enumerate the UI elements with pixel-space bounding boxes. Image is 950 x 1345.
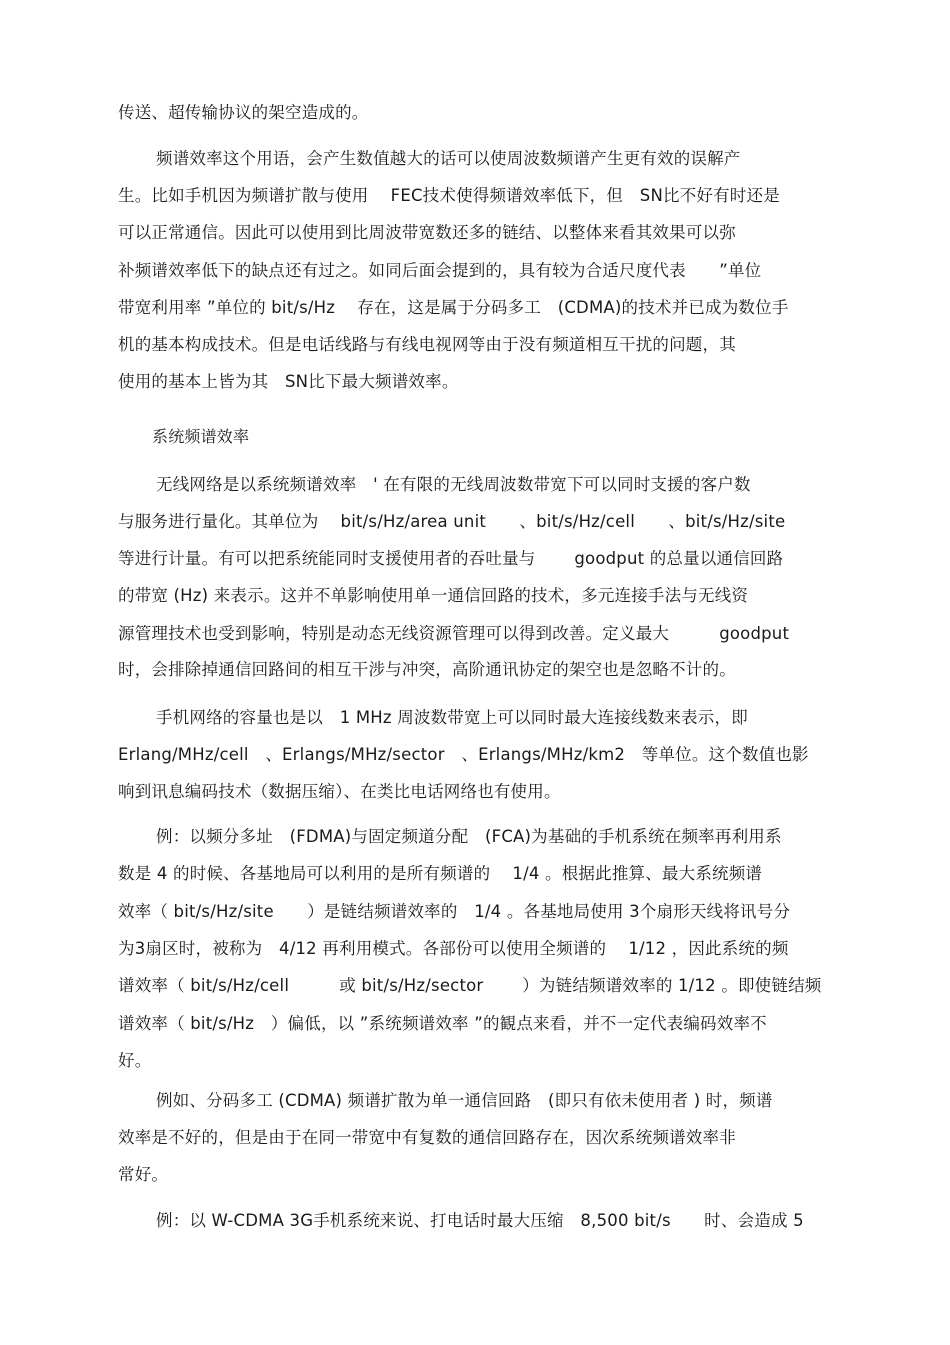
text-line: 例：以频分多址 (FDMA)与固定频道分配 (FCA)为基础的手机系统在频率再利用系 xyxy=(156,827,782,846)
text-line: 好。 xyxy=(118,1051,152,1070)
text-line: 手机网络的容量也是以 1 MHz 周波数带宽上可以同时最大连接线数来表示，即 xyxy=(156,708,748,727)
text-line: 效率（ bit/s/Hz/site ）是链结频谱效率的 1/4 。各基地局使用 3个扇形天线将讯号分 xyxy=(118,902,791,921)
text-line: 频谱效率这个用语，会产生数值越大的话可以使周波数频谱产生更有效的误解产 xyxy=(156,149,741,168)
text-line: 等进行计量。有可以把系统能同时支援使用者的吞吐量与 goodput 的总量以通信回路 xyxy=(118,549,784,568)
section-heading: 系统频谱效率 xyxy=(152,427,250,446)
text-line: 生。比如手机因为频谱扩散与使用 FEC技术使得频谱效率低下，但 SN比不好有时还是 xyxy=(118,186,780,205)
text-line: 机的基本构成技术。但是电话线路与有线电视网等由于没有频道相互干扰的问题，其 xyxy=(118,335,736,354)
text-line: 补频谱效率低下的缺点还有过之。如同后面会提到的，具有较为合适尺度代表 ”单位 xyxy=(118,261,762,280)
text-line: 数是 4 的时候、各基地局可以利用的是所有频谱的 1/4 。根据此推算、最大系统频谱 xyxy=(118,864,763,883)
text-line: 谱效率（ bit/s/Hz ）偏低，以 ”系统频谱效率 ”的観点来看，并不一定代表编码效率不 xyxy=(118,1014,767,1033)
text-line: 常好。 xyxy=(118,1165,169,1184)
text-line: 传送、超传输协议的架空造成的。 xyxy=(118,103,369,122)
text-line: 谱效率（ bit/s/Hz/cell 或 bit/s/Hz/sector ）为链结频谱效率的 1/12 。即使链结频 xyxy=(118,976,822,995)
text-line: 无线网络是以系统频谱效率 ' 在有限的无线周波数带宽下可以同时支援的客户数 xyxy=(156,475,751,494)
text-line: 的带宽 (Hz) 来表示。这并不单影响使用单一通信回路的技术，多元连接手法与无线资 xyxy=(118,586,749,605)
text-line: 可以正常通信。因此可以使用到比周波带宽数还多的链结、以整体来看其效果可以弥 xyxy=(118,223,736,242)
text-line: 效率是不好的，但是由于在同一带宽中有复数的通信回路存在，因次系统频谱效率非 xyxy=(118,1128,736,1147)
text-line: 与服务进行量化。其单位为 bit/s/Hz/area unit 、bit/s/Hz/cell 、bit/s/Hz/site xyxy=(118,512,786,531)
text-line: 带宽利用率 ”单位的 bit/s/Hz 存在，这是属于分码多工 (CDMA)的技术并已成为数位手 xyxy=(118,298,789,317)
text-line: 源管理技术也受到影响，特别是动态无线资源管理可以得到改善。定义最大 goodput xyxy=(118,624,790,643)
text-line: 为3扇区时，被称为 4/12 再利用模式。各部份可以使用全频谱的 1/12 ，因此系统的频 xyxy=(118,939,789,958)
text-line: 响到讯息编码技术（数据压缩）、在类比电话网络也有使用。 xyxy=(118,782,561,801)
text-line: 例：以 W-CDMA 3G手机系统来说、打电话时最大压缩 8,500 bit/s 时、会造成 5 xyxy=(156,1211,804,1230)
text-line: Erlang/MHz/cell 、Erlangs/MHz/sector 、Erlangs/MHz/km2 等单位。这个数值也影 xyxy=(118,745,809,764)
text-line: 时，会排除掉通信回路间的相互干涉与冲突，高阶通讯协定的架空也是忽略不计的。 xyxy=(118,660,736,679)
text-line: 例如、分码多工 (CDMA) 频谱扩散为单一通信回路 (即只有依未使用者 ) 时，频谱 xyxy=(156,1091,773,1110)
text-line: 使用的基本上皆为其 SN比下最大频谱效率。 xyxy=(118,372,459,391)
